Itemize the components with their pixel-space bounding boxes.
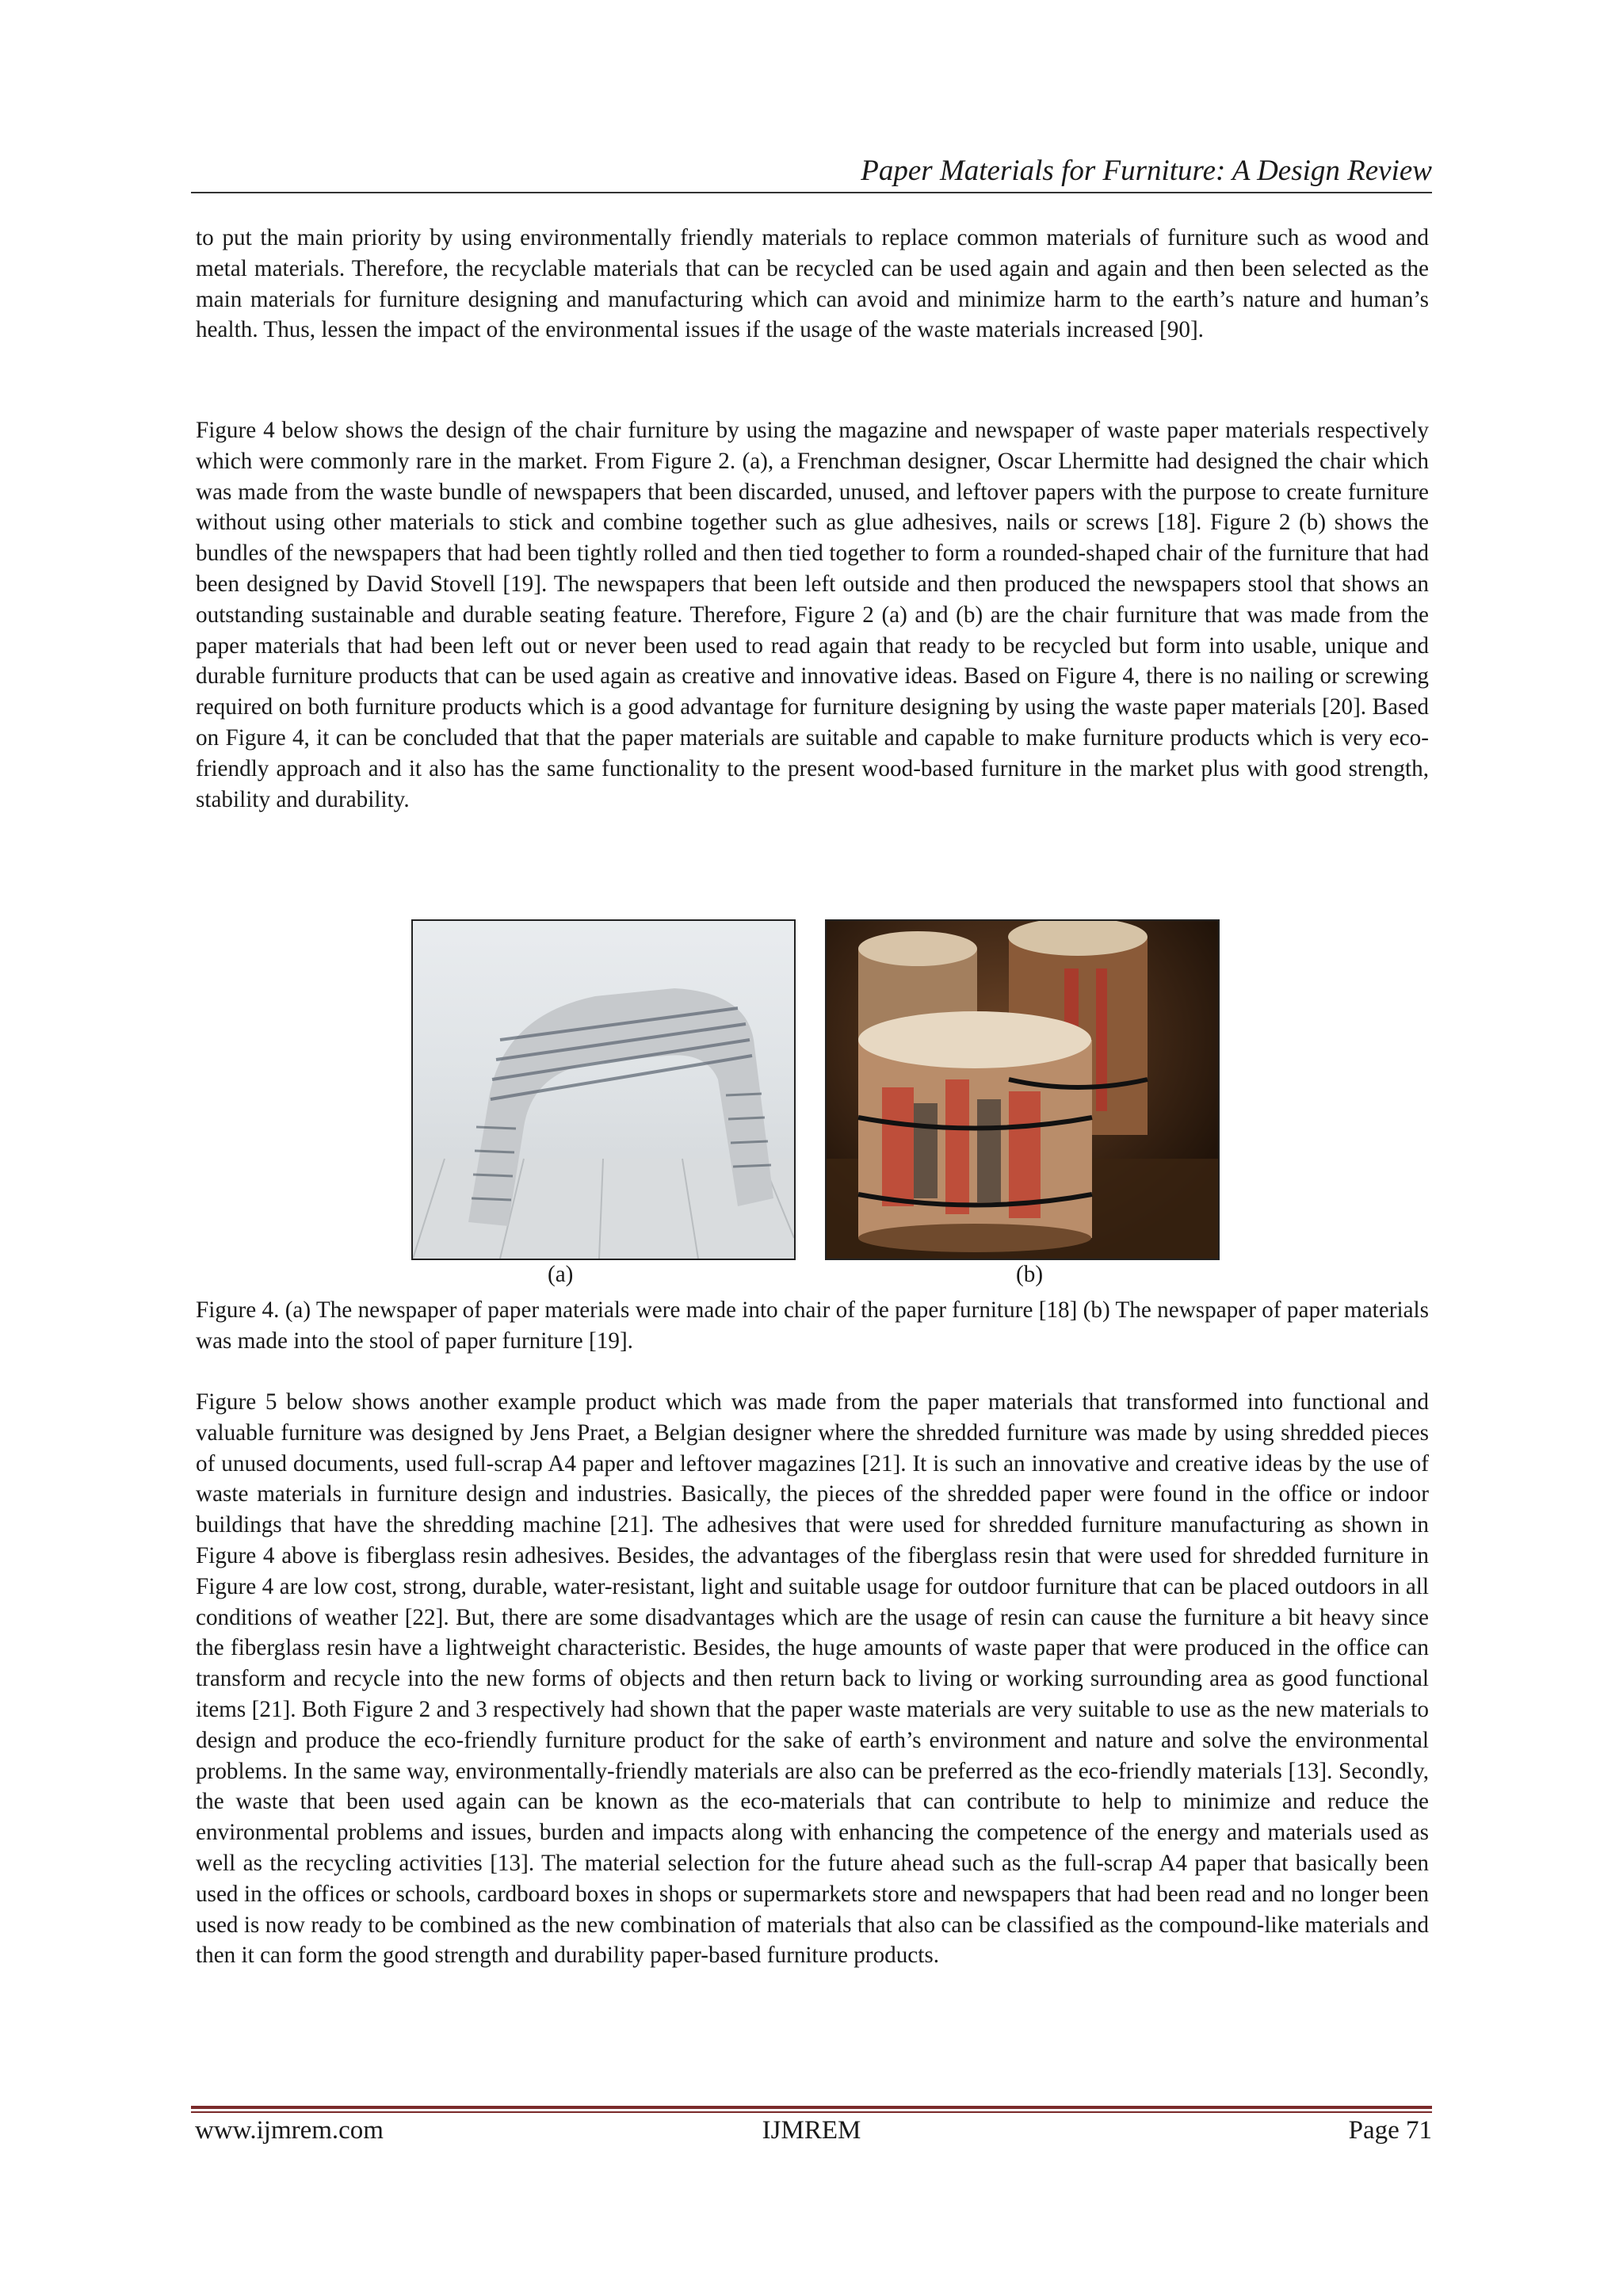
newspaper-stools-photo [827, 921, 1218, 1259]
sub-label-a: (a) [548, 1262, 574, 1287]
paragraph-text: Figure 5 below shows another example product which was made from the paper materials that transformed into functional and valuable furniture was designed by Jens Praet, a Belgian designer where the shredded furniture was made by using shredded pieces of unused documents, used full-scrap A4 paper and leftover magazines [21]. It is such an innovative and creative ideas by the use of waste materials in furniture design and industries. Basically, the pieces of the shredded paper were found in the office or indoor buildings that have the shredding machine [21]. The adhesives that were used for shredded furniture manufacturing as shown in Figure 4 above is fiberglass resin adhesives. Besides, the advantages of the fiberglass resin that were used for shredded furniture in Figure 4 are low cost, strong, durable, water-resistant, light and suitable usage for outdoor furniture that can be placed outdoors in all conditions of weather [22]. But, there are some disadvantages which are the usage of resin can cause the furniture a bit heavy since the fiberglass resin have a lightweight characteristic. Besides, the huge amounts of waste paper that were produced in the office can transform and recycle into the new forms of objects and then return back to living or working surrounding area as good functional items [21]. Both Figure 2 and 3 respectively had shown that the paper waste materials are very suitable to use as the new materials to design and produce the eco-friendly furniture product for the sake of earth’s environment and nature and solve the environmental problems. In the same way, environmentally-friendly materials are also can be preferred as the eco-friendly materials [13]. Secondly, the waste that been used again can be known as the eco-materials that can contribute to help to minimize and reduce the environmental problems and issues, burden and impacts along with enhancing the competence of the energy and materials used as well as the recycling activities [13]. The material selection for the future ahead such as the full-scrap A4 paper that basically been used in the offices or schools, cardboard boxes in shops or supermarkets store and newspapers that had been read and no longer been used is now ready to be combined as the new combination of materials that also can be classified as the compound-like materials and then it can form the good strength and durability paper-based furniture products. [196, 1389, 1429, 1969]
footer-rule [191, 2106, 1432, 2109]
sub-label-b: (b) [1016, 1262, 1044, 1287]
figure-4 [0, 919, 1623, 1260]
paragraph-text: to put the main priority by using environmentally friendly materials to replace common materials of furniture such as wood and metal materials. Therefore, the recyclable materials that can be recycled can be used again and again and then been selected as the main materials for furniture designing and manufacturing which can avoid and minimize harm to the earth’s nature and human’s health. Thus, lessen the impact of the environmental issues if the usage of the waste materials increased [90]. [196, 225, 1429, 343]
header-rule [191, 192, 1432, 193]
page-footer [191, 2106, 1432, 2149]
figure-image-a [411, 919, 796, 1260]
figure-image-b [825, 919, 1220, 1260]
footer-journal: IJMREM [762, 2116, 861, 2145]
paragraph-1 [196, 223, 1429, 373]
footer-page-number: Page 71 [1348, 2116, 1432, 2145]
newspaper-chair-photo [413, 921, 794, 1259]
paragraph-3 [196, 1387, 1429, 1999]
running-title: Paper Materials for Furniture: A Design Review [861, 155, 1432, 187]
footer-website: www.ijmrem.com [195, 2116, 384, 2145]
paragraph-2 [196, 415, 1429, 842]
paragraph-text: Figure 4 below shows the design of the chair furniture by using the magazine and newspaper of waste paper materials respectively which were commonly rare in the market. From Figure 2. (a), a Frenchman designer, Oscar Lhermitte had designed the chair which was made from the waste bundle of newspapers that been discarded, unused, and leftover papers with the purpose to create furniture without using other materials to stick and combine together such as glue adhesives, nails or screws [18]. Figure 2 (b) shows the bundles of the newspapers that had been tightly rolled and then tied together to form a rounded-shaped chair of the furniture that had been designed by David Stovell [19]. The newspapers that been left outside and then produced the newspapers stool that shows an outstanding sustainable and durable seating feature. Therefore, Figure 2 (a) and (b) are the chair furniture that was made from the paper materials that had been left out or never been used to read again that ready to be recycled but form into usable, unique and durable furniture products that can be used again as creative and innovative ideas. Based on Figure 4, there is no nailing or screwing required on both furniture products which is a good advantage for furniture designing by using the waste paper materials [20]. Based on Figure 4, it can be concluded that that the paper materials are suitable and capable to make furniture products which is very eco-friendly approach and it also has the same functionality to the present wood-based furniture in the market plus with good strength, stability and durability. [196, 418, 1429, 812]
figure-caption: Figure 4. (a) The newspaper of paper materials were made into chair of the paper furniture [18] (b) The newspaper of paper materials was made into the stool of paper furniture [19]. [196, 1297, 1429, 1354]
page-header [191, 151, 1432, 192]
footer-rule-thin [191, 2111, 1432, 2113]
